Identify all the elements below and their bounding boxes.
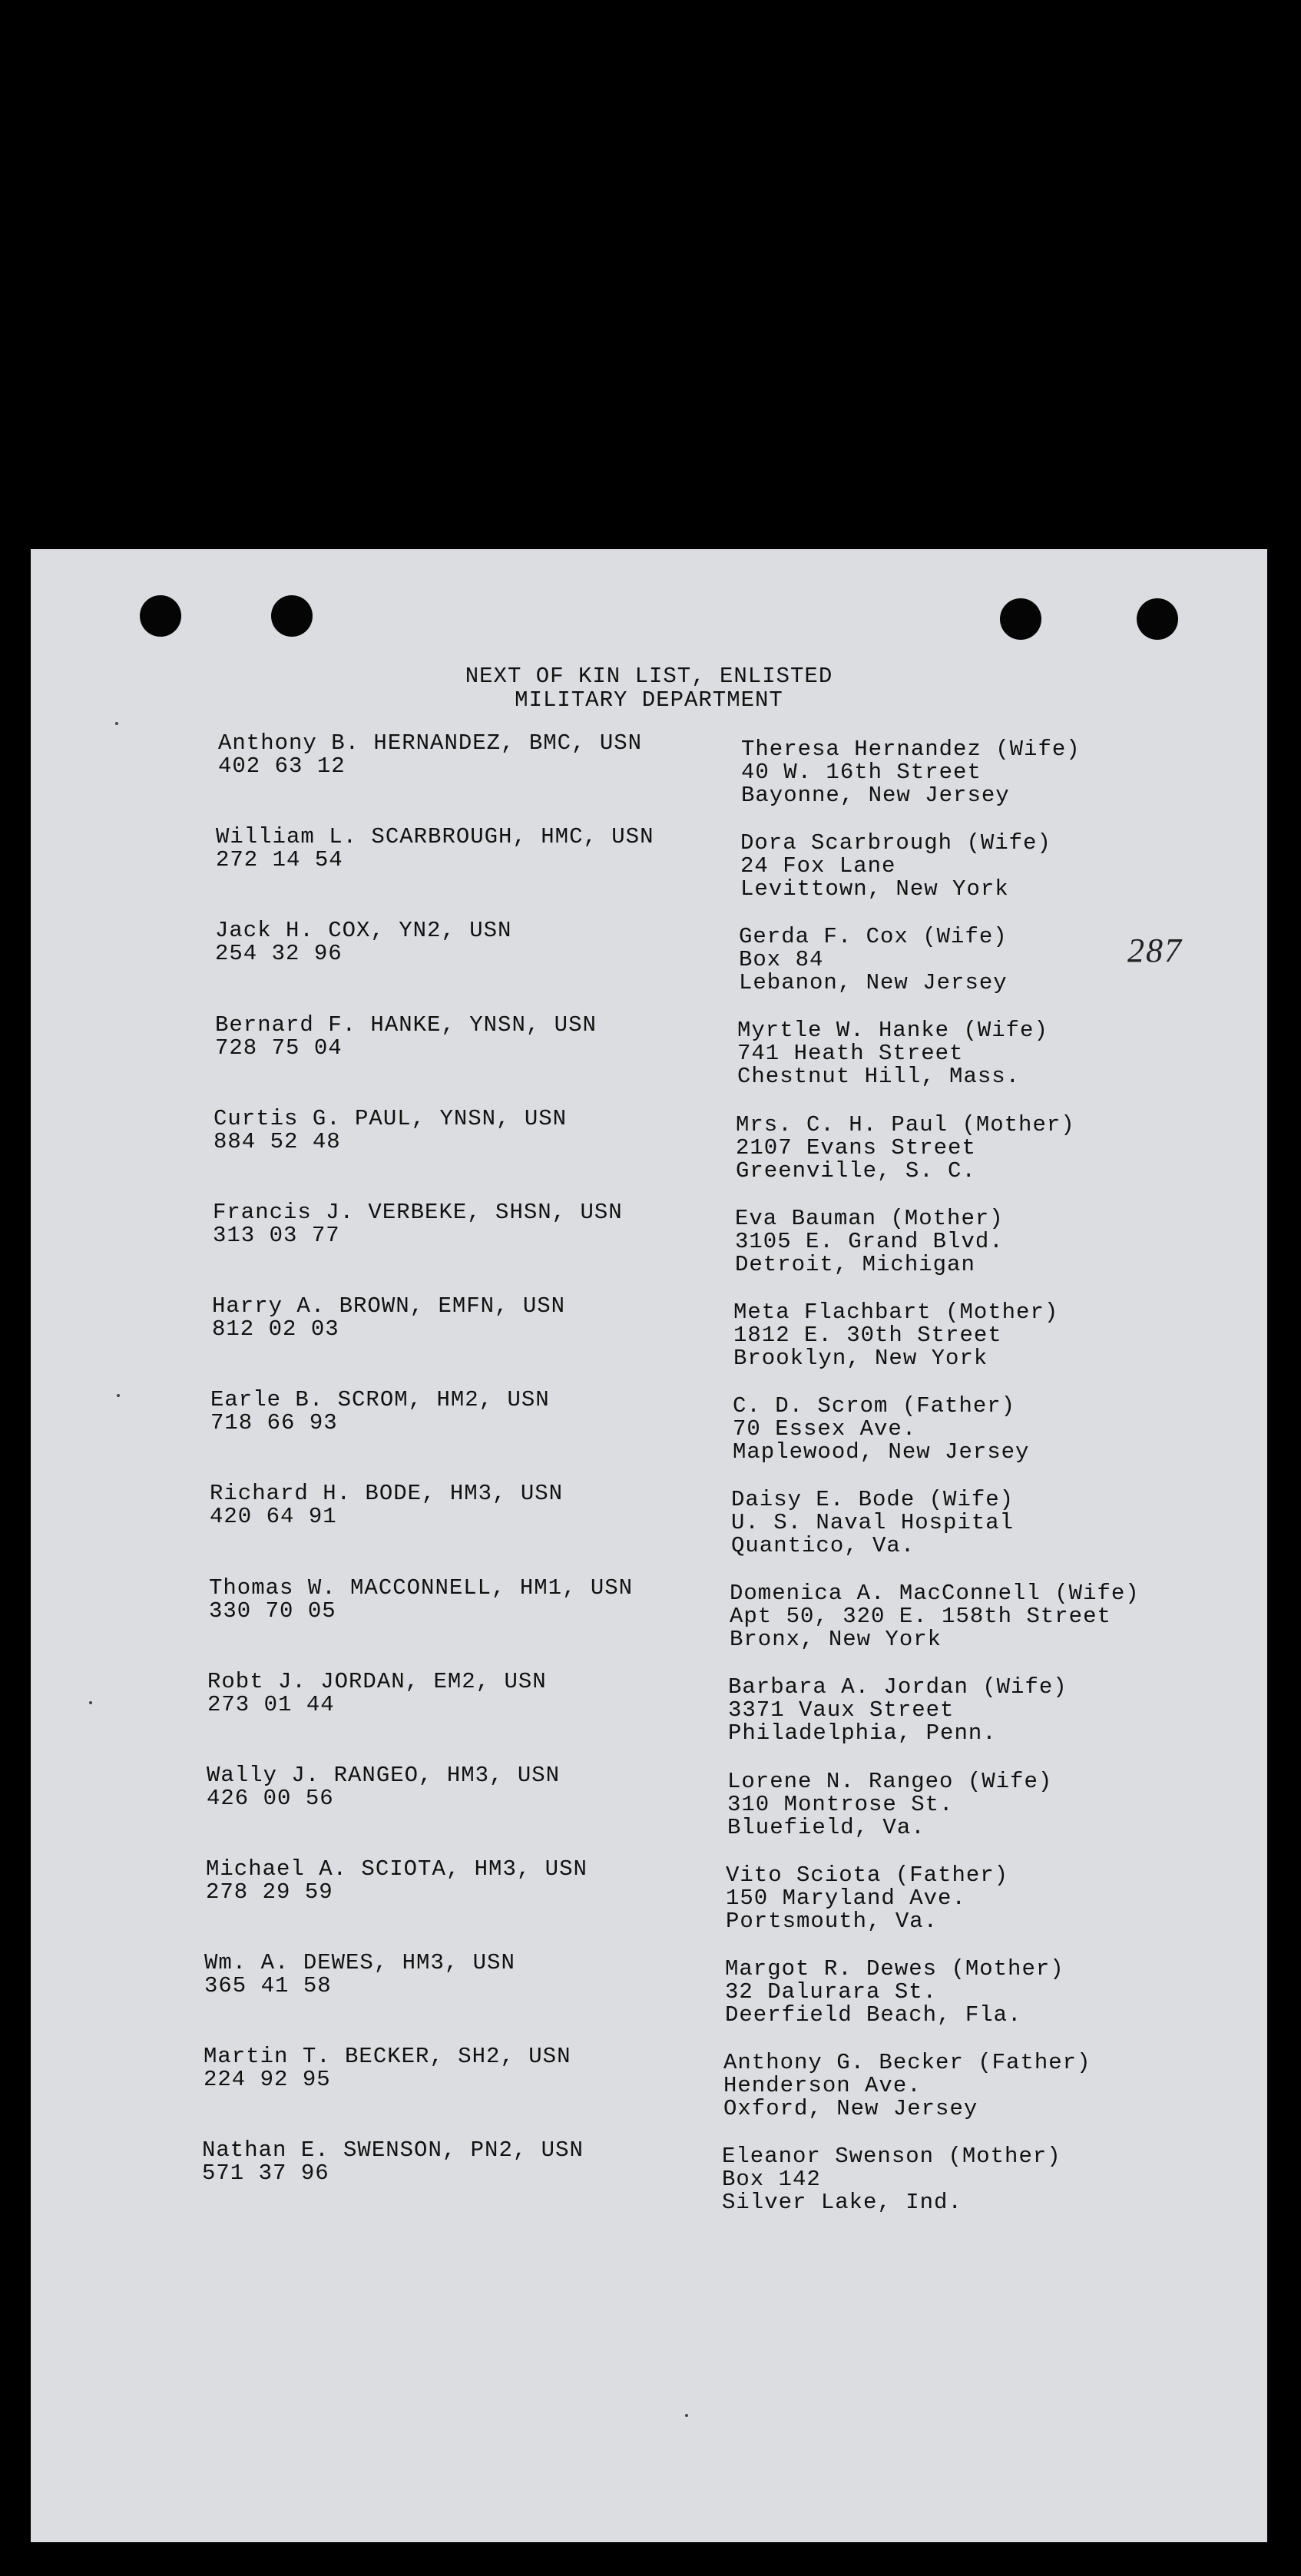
enlisted-name: Wally J. RANGEO, HM3, USN <box>207 1763 561 1788</box>
service-number: 272 14 54 <box>216 847 343 872</box>
kin-address-line2: Brooklyn, New York <box>733 1346 988 1371</box>
kin-address-line1: 40 W. 16th Street <box>741 760 982 785</box>
punch-hole <box>140 595 181 637</box>
enlisted-name: Earle B. SCROM, HM2, USN <box>210 1387 550 1412</box>
enlisted-entry <box>210 1482 563 1528</box>
enlisted-entry <box>216 826 654 872</box>
punch-hole <box>1137 598 1178 640</box>
enlisted-name: Jack H. COX, YN2, USN <box>215 918 512 943</box>
kin-address-line2: Bluefield, Va. <box>727 1815 925 1840</box>
enlisted-name: Bernard F. HANKE, YNSN, USN <box>215 1012 597 1038</box>
paper-speck <box>89 1701 92 1704</box>
service-number: 426 00 56 <box>207 1786 334 1811</box>
service-number: 420 64 91 <box>210 1504 337 1529</box>
enlisted-name: Wm. A. DEWES, HM3, USN <box>204 1950 515 1975</box>
enlisted-entry <box>213 1201 623 1247</box>
kin-name: Mrs. C. H. Paul (Mother) <box>736 1112 1075 1137</box>
kin-name: Eva Bauman (Mother) <box>735 1206 1004 1231</box>
kin-address-line2: Lebanon, New Jersey <box>739 970 1008 995</box>
document-page <box>31 549 1267 2542</box>
punch-hole <box>1000 598 1041 640</box>
kin-address-line1: 24 Fox Lane <box>740 853 896 879</box>
enlisted-entry <box>210 1389 550 1435</box>
kin-name: Meta Flachbart (Mother) <box>733 1300 1059 1325</box>
service-number: 330 70 05 <box>209 1598 336 1624</box>
kin-address-line1: Henderson Ave. <box>723 2073 922 2098</box>
kin-address-line1: 3105 E. Grand Blvd. <box>735 1229 1004 1254</box>
enlisted-entry <box>207 1670 547 1717</box>
enlisted-name: Richard H. BODE, HM3, USN <box>210 1481 564 1506</box>
next-of-kin-entry <box>733 1301 1058 1370</box>
next-of-kin-entry <box>730 1582 1140 1651</box>
kin-name: Margot R. Dewes (Mother) <box>725 1956 1064 1982</box>
paper-speck <box>115 722 118 725</box>
enlisted-entry <box>204 2045 571 2091</box>
kin-address-line1: 150 Maryland Ave. <box>726 1886 966 1911</box>
kin-address-line1: Box 142 <box>722 2167 821 2192</box>
next-of-kin-entry <box>723 2051 1091 2121</box>
next-of-kin-entry <box>728 1676 1068 1745</box>
kin-name: Lorene N. Rangeo (Wife) <box>727 1769 1053 1794</box>
kin-address-line2: Philadelphia, Penn. <box>728 1720 997 1746</box>
enlisted-entry <box>207 1764 560 1810</box>
kin-name: Gerda F. Cox (Wife) <box>739 924 1008 949</box>
next-of-kin-entry <box>737 1019 1048 1088</box>
paper-speck <box>685 2414 688 2417</box>
kin-name: Dora Scarbrough (Wife) <box>740 830 1051 856</box>
enlisted-entry <box>202 2139 584 2185</box>
next-of-kin-entry <box>731 1488 1014 1558</box>
title-line-2: MILITARY DEPARTMENT <box>515 687 783 713</box>
kin-address-line2: Quantico, Va. <box>731 1533 915 1558</box>
next-of-kin-entry <box>739 925 1008 995</box>
kin-address-line1: Apt 50, 320 E. 158th Street <box>730 1604 1111 1629</box>
enlisted-entry <box>212 1295 565 1341</box>
service-number: 884 52 48 <box>214 1129 341 1154</box>
kin-address-line2: Silver Lake, Ind. <box>722 2190 962 2215</box>
enlisted-entry <box>209 1577 633 1623</box>
service-number: 313 03 77 <box>213 1223 340 1248</box>
kin-name: Eleanor Swenson (Mother) <box>722 2144 1061 2169</box>
punch-hole <box>271 595 313 637</box>
kin-name: Domenica A. MacConnell (Wife) <box>730 1581 1140 1606</box>
kin-address-line2: Oxford, New Jersey <box>723 2096 978 2121</box>
kin-name: Vito Sciota (Father) <box>726 1862 1009 1888</box>
enlisted-name: Thomas W. MACCONNELL, HM1, USN <box>209 1575 634 1601</box>
page-number: 287 <box>1127 932 1183 969</box>
enlisted-entry <box>215 919 511 965</box>
kin-address-line1: 32 Dalurara St. <box>725 1979 938 2005</box>
kin-address-line2: Levittown, New York <box>740 876 1009 902</box>
kin-address-line1: 70 Essex Ave. <box>733 1416 917 1442</box>
kin-address-line2: Greenville, S. C. <box>736 1158 976 1184</box>
next-of-kin-entry <box>735 1207 1004 1276</box>
service-number: 402 63 12 <box>218 753 346 779</box>
kin-address-line2: Portsmouth, Va. <box>726 1909 939 1934</box>
enlisted-name: Curtis G. PAUL, YNSN, USN <box>214 1106 568 1131</box>
service-number: 728 75 04 <box>215 1035 343 1061</box>
enlisted-name: William L. SCARBROUGH, HMC, USN <box>216 824 654 849</box>
enlisted-entry <box>214 1108 567 1154</box>
title-line-1: NEXT OF KIN LIST, ENLISTED <box>465 664 833 689</box>
kin-name: Daisy E. Bode (Wife) <box>731 1487 1015 1512</box>
kin-address-line2: Maplewood, New Jersey <box>733 1439 1030 1465</box>
next-of-kin-entry <box>740 832 1051 901</box>
enlisted-entry <box>204 1952 515 1998</box>
enlisted-entry <box>215 1014 597 1060</box>
enlisted-name: Michael A. SCIOTA, HM3, USN <box>206 1856 588 1882</box>
next-of-kin-entry <box>722 2145 1061 2214</box>
service-number: 278 29 59 <box>206 1879 333 1905</box>
kin-address-line2: Deerfield Beach, Fla. <box>725 2002 1022 2028</box>
kin-address-line2: Detroit, Michigan <box>735 1252 975 1277</box>
next-of-kin-entry <box>741 738 1081 807</box>
enlisted-name: Robt J. JORDAN, EM2, USN <box>207 1669 547 1694</box>
document-header <box>31 664 1267 712</box>
next-of-kin-entry <box>727 1770 1052 1839</box>
service-number: 273 01 44 <box>207 1692 335 1717</box>
kin-address-line2: Bronx, New York <box>730 1627 942 1652</box>
kin-address-line1: 3371 Vaux Street <box>728 1697 955 1723</box>
service-number: 224 92 95 <box>204 2067 331 2092</box>
next-of-kin-entry <box>726 1864 1008 1933</box>
kin-address-line1: 1812 E. 30th Street <box>733 1323 1002 1348</box>
kin-address-line1: Box 84 <box>739 947 824 972</box>
service-number: 365 41 58 <box>204 1973 332 1998</box>
enlisted-name: Nathan E. SWENSON, PN2, USN <box>202 2137 584 2163</box>
kin-address-line1: 310 Montrose St. <box>727 1792 954 1817</box>
service-number: 718 66 93 <box>210 1410 338 1435</box>
kin-address-line1: 741 Heath Street <box>737 1041 964 1066</box>
kin-name: Theresa Hernandez (Wife) <box>741 737 1081 762</box>
kin-name: Anthony G. Becker (Father) <box>723 2050 1091 2075</box>
enlisted-entry <box>206 1858 588 1904</box>
kin-name: C. D. Scrom (Father) <box>733 1393 1016 1419</box>
kin-address-line1: U. S. Naval Hospital <box>731 1510 1015 1535</box>
kin-name: Barbara A. Jordan (Wife) <box>728 1674 1068 1700</box>
kin-name: Myrtle W. Hanke (Wife) <box>737 1018 1048 1043</box>
service-number: 571 37 96 <box>202 2160 329 2186</box>
kin-address-line1: 2107 Evans Street <box>736 1135 976 1161</box>
next-of-kin-entry <box>733 1395 1029 1464</box>
kin-address-line2: Chestnut Hill, Mass. <box>737 1064 1021 1089</box>
next-of-kin-entry <box>736 1114 1075 1183</box>
paper-speck <box>117 1394 120 1397</box>
next-of-kin-entry <box>725 1958 1064 2027</box>
enlisted-name: Martin T. BECKER, SH2, USN <box>204 2044 571 2069</box>
kin-address-line2: Bayonne, New Jersey <box>741 783 1010 808</box>
enlisted-name: Anthony B. HERNANDEZ, BMC, USN <box>218 730 643 756</box>
service-number: 812 02 03 <box>212 1316 339 1342</box>
enlisted-entry <box>218 732 642 778</box>
service-number: 254 32 96 <box>215 941 343 966</box>
enlisted-name: Francis J. VERBEKE, SHSN, USN <box>213 1200 623 1225</box>
enlisted-name: Harry A. BROWN, EMFN, USN <box>212 1293 566 1319</box>
